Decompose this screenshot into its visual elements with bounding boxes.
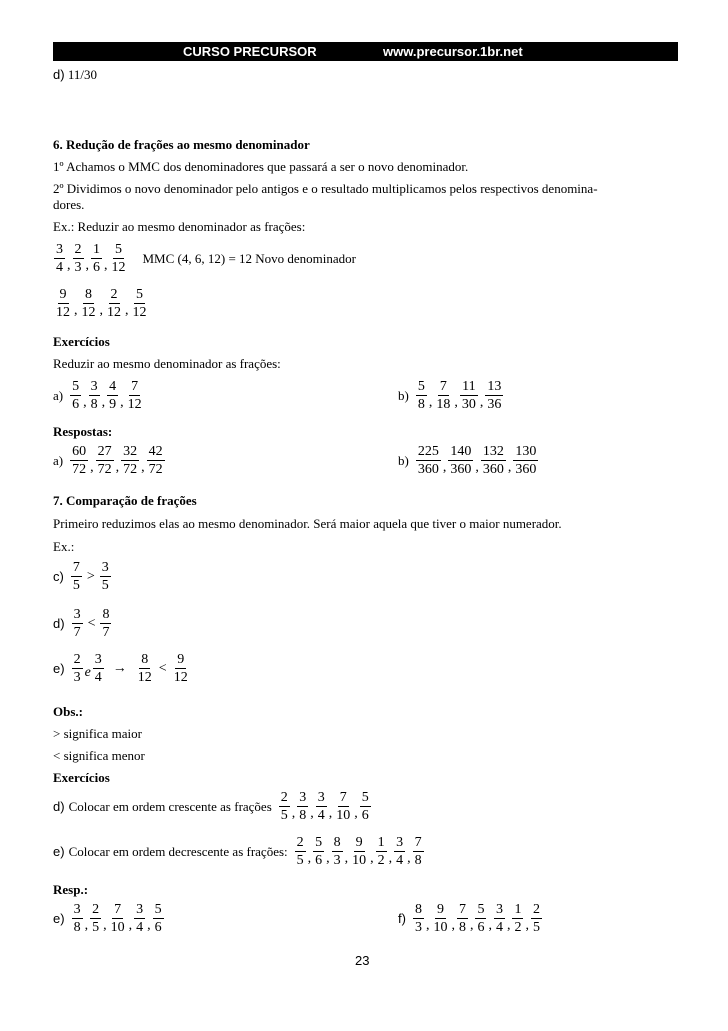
- denominator: 8: [458, 920, 466, 935]
- fraction: [295, 835, 306, 868]
- denominator: 18: [436, 397, 451, 412]
- comma-separator: ,: [115, 460, 120, 476]
- numerator: 42: [148, 444, 163, 459]
- comma-separator: ,: [354, 806, 358, 822]
- s7-paragraph-1: Primeiro reduzimos elas ao mesmo denominador. Será maior aquela que tiver o maior numerador.: [53, 516, 562, 531]
- item-label: f): [398, 911, 406, 926]
- item-label: d): [53, 799, 65, 814]
- numerator: 1: [93, 242, 100, 257]
- numerator: 2: [74, 242, 82, 257]
- obs-heading: Obs.:: [53, 704, 83, 719]
- numerator: 3: [101, 560, 109, 575]
- fraction: [531, 902, 542, 935]
- denominator: 12: [127, 397, 142, 412]
- numerator: 5: [361, 790, 369, 805]
- denominator: 6: [72, 397, 80, 412]
- fraction: [54, 242, 65, 275]
- denominator: 12: [173, 670, 188, 685]
- numerator: 3: [94, 652, 102, 667]
- fraction-list: [415, 444, 540, 477]
- denominator: 3: [414, 920, 422, 935]
- s6-paragraph-2a: 2º Dividimos o novo denominador pelo antigos e o resultado multiplicamos pelos respectivos denomina-: [53, 181, 598, 196]
- numerator: 3: [73, 902, 81, 917]
- denominator: 72: [97, 462, 112, 477]
- numerator: 2: [296, 835, 304, 850]
- numerator: 60: [72, 444, 87, 459]
- denominator: 5: [101, 578, 109, 593]
- fraction: [513, 444, 538, 477]
- fraction: [313, 835, 324, 868]
- fraction: [93, 652, 104, 685]
- fraction: [413, 835, 424, 868]
- numerator: 2: [110, 287, 118, 302]
- fraction: [54, 287, 72, 320]
- denominator: 5: [532, 920, 540, 935]
- exercise-order-descending: [53, 835, 425, 868]
- denominator: 8: [417, 397, 425, 412]
- fraction: [72, 607, 83, 640]
- fraction: [376, 835, 387, 868]
- comma-separator: ,: [428, 395, 433, 411]
- numerator: 8: [333, 835, 341, 850]
- denominator: 12: [132, 305, 147, 320]
- comma-separator: ,: [451, 918, 455, 934]
- fraction: [316, 790, 327, 823]
- comma-separator: ,: [125, 303, 129, 319]
- fraction: [100, 560, 111, 593]
- item-label: a): [53, 387, 64, 403]
- fraction-list: [71, 902, 165, 935]
- fraction: [136, 652, 154, 685]
- numerator: 225: [417, 444, 439, 459]
- comma-separator: ,: [307, 851, 312, 867]
- denominator: 360: [515, 462, 537, 477]
- numerator: 3: [136, 902, 144, 917]
- fraction: [153, 902, 164, 935]
- numerator: 5: [136, 287, 143, 302]
- fraction: [105, 287, 123, 320]
- fraction: [147, 444, 165, 477]
- fraction: [90, 902, 101, 935]
- answer-a: [53, 444, 166, 477]
- numerator: 7: [439, 379, 447, 394]
- fraction-list: [412, 902, 543, 935]
- numerator: 5: [315, 835, 323, 850]
- fraction: [457, 902, 468, 935]
- denominator: 360: [450, 462, 472, 477]
- denominator: 5: [72, 578, 80, 593]
- arrow-icon: →: [112, 660, 127, 676]
- numerator: 7: [339, 790, 347, 805]
- comma-separator: ,: [90, 460, 94, 476]
- denominator: 3: [333, 853, 341, 868]
- fraction-list: [278, 790, 372, 823]
- comma-separator: ,: [525, 918, 529, 934]
- instruction-text: Colocar em ordem crescente as frações: [68, 798, 272, 814]
- comma-separator: ,: [425, 918, 430, 934]
- fraction: [512, 902, 523, 935]
- fraction-list: [415, 379, 505, 412]
- fraction: [460, 379, 478, 412]
- fraction: [96, 444, 114, 477]
- resp-f: [398, 902, 543, 935]
- fraction: [485, 379, 503, 412]
- denominator: 4: [396, 853, 404, 868]
- comma-separator: ,: [442, 460, 447, 476]
- denominator: 8: [90, 397, 98, 412]
- numerator: 140: [450, 444, 472, 459]
- page-number: 23: [355, 953, 370, 968]
- comma-separator: ,: [120, 395, 124, 411]
- denominator: 12: [111, 260, 126, 275]
- denominator: 12: [137, 670, 152, 685]
- fraction: [121, 444, 139, 477]
- fraction-list: [53, 242, 129, 275]
- fraction: [434, 379, 452, 412]
- numerator: 5: [417, 379, 425, 394]
- comma-separator: ,: [479, 395, 484, 411]
- numerator: 3: [396, 835, 404, 850]
- site-url: www.precursor.1br.net: [383, 44, 523, 59]
- denominator: 360: [482, 462, 504, 477]
- denominator: 10: [433, 920, 448, 935]
- denominator: 7: [73, 625, 81, 640]
- comma-separator: ,: [388, 851, 393, 867]
- comma-separator: ,: [74, 303, 78, 319]
- fraction: [332, 835, 343, 868]
- item-label: e): [53, 661, 65, 676]
- obs-less: < significa menor: [53, 748, 145, 763]
- comma-separator: ,: [99, 303, 103, 319]
- numerator: 5: [115, 242, 122, 257]
- denominator: 5: [92, 920, 100, 935]
- denominator: 4: [94, 670, 102, 685]
- comma-separator: ,: [128, 918, 133, 934]
- section-7-title: 7. Comparação de frações: [53, 493, 197, 508]
- comma-separator: ,: [101, 395, 106, 411]
- denominator: 12: [107, 305, 121, 320]
- operator: <: [87, 615, 96, 631]
- denominator: 10: [110, 920, 125, 935]
- numerator: 130: [515, 444, 537, 459]
- numerator: 11: [462, 379, 476, 394]
- conjunction: e: [84, 664, 91, 680]
- fraction-list: [69, 379, 145, 412]
- numerator: 3: [56, 242, 63, 257]
- item-label: a): [53, 452, 64, 468]
- denominator: 3: [73, 670, 81, 685]
- s7-example-intro: Ex.:: [53, 539, 75, 554]
- numerator: 7: [414, 835, 422, 850]
- numerator: 1: [377, 835, 385, 850]
- numerator: 3: [73, 607, 81, 622]
- fraction: [99, 560, 112, 593]
- numerator: 3: [299, 790, 307, 805]
- comma-separator: ,: [83, 395, 87, 411]
- exercise-order-ascending: [53, 790, 372, 823]
- fraction: [350, 835, 368, 868]
- resp-e: [53, 902, 165, 935]
- fraction: [334, 790, 352, 823]
- denominator: 6: [93, 260, 100, 275]
- item-label: d): [53, 616, 65, 631]
- fraction: [131, 287, 149, 320]
- comma-separator: ,: [310, 806, 314, 822]
- fraction: [80, 287, 98, 320]
- numerator: 5: [72, 379, 80, 394]
- comma-separator: ,: [328, 806, 333, 822]
- numerator: 9: [59, 287, 67, 302]
- numerator: 132: [482, 444, 504, 459]
- fraction: [416, 379, 427, 412]
- numerator: 2: [532, 902, 540, 917]
- fraction: [475, 902, 486, 935]
- answer-b: [398, 444, 539, 477]
- s6-paragraph-2b: dores.: [53, 197, 85, 212]
- fraction: [109, 902, 127, 935]
- denominator: 4: [495, 920, 503, 935]
- numerator: 32: [123, 444, 138, 459]
- denominator: 6: [477, 920, 485, 935]
- comma-separator: ,: [291, 806, 296, 822]
- answers-heading: Respostas:: [53, 424, 113, 439]
- fraction: [92, 652, 105, 685]
- fraction-list: [69, 444, 166, 477]
- fraction: [71, 560, 82, 593]
- fraction: [172, 652, 190, 685]
- denominator: 2: [377, 853, 385, 868]
- fraction: [135, 652, 155, 685]
- fraction: [70, 560, 83, 593]
- fraction-list: [53, 287, 150, 320]
- comma-separator: ,: [506, 918, 511, 934]
- numerator: 8: [102, 607, 110, 622]
- item-label: e): [53, 844, 65, 859]
- s6-example-fractions: [53, 242, 356, 275]
- numerator: 7: [114, 902, 122, 917]
- comma-separator: ,: [84, 918, 89, 934]
- numerator: 7: [131, 379, 139, 394]
- comma-separator: ,: [407, 851, 411, 867]
- fraction: [70, 444, 88, 477]
- comma-separator: ,: [326, 851, 330, 867]
- item-label: e): [53, 911, 65, 926]
- denominator: 8: [299, 808, 307, 823]
- numerator: 1: [514, 902, 522, 917]
- comma-separator: ,: [469, 918, 474, 934]
- denominator: 36: [487, 397, 502, 412]
- denominator: 10: [336, 808, 351, 823]
- operator: >: [86, 568, 95, 584]
- denominator: 4: [317, 808, 325, 823]
- denominator: 4: [136, 920, 144, 935]
- item-label: c): [53, 569, 64, 584]
- comma-separator: ,: [475, 460, 479, 476]
- fraction: [71, 607, 84, 640]
- s6-exercises-heading: Exercícios: [53, 334, 110, 349]
- s6-example-result: [53, 287, 150, 320]
- denominator: 8: [73, 920, 81, 935]
- numerator: 13: [487, 379, 502, 394]
- fraction: [91, 242, 102, 275]
- comma-separator: ,: [454, 395, 458, 411]
- numerator: 8: [141, 652, 149, 667]
- fraction: [394, 835, 405, 868]
- comma-separator: ,: [67, 258, 71, 274]
- comma-separator: ,: [104, 258, 108, 274]
- comma-separator: ,: [103, 918, 107, 934]
- answer-text: 11/30: [67, 67, 97, 82]
- denominator: 7: [102, 625, 110, 640]
- denominator: 6: [154, 920, 162, 935]
- denominator: 30: [461, 397, 476, 412]
- fraction: [71, 652, 84, 685]
- instruction-text: Colocar em ordem decrescente as frações:: [68, 843, 288, 859]
- comma-separator: ,: [370, 851, 374, 867]
- fraction: [360, 790, 371, 823]
- fraction: [89, 379, 100, 412]
- numerator: 8: [414, 902, 422, 917]
- page-header: [53, 42, 678, 61]
- operator: <: [158, 660, 167, 676]
- course-title: CURSO PRECURSOR: [183, 44, 317, 59]
- obs-greater: > significa maior: [53, 726, 142, 741]
- numerator: 7: [458, 902, 466, 917]
- fraction: [297, 790, 308, 823]
- numerator: 2: [92, 902, 100, 917]
- comma-separator: ,: [141, 460, 145, 476]
- comma-separator: ,: [85, 258, 89, 274]
- denominator: 10: [352, 853, 367, 868]
- mmc-note: MMC (4, 6, 12) = 12 Novo denominador: [142, 250, 357, 266]
- denominator: 5: [280, 808, 288, 823]
- fraction: [70, 379, 81, 412]
- numerator: 8: [85, 287, 92, 302]
- denominator: 6: [361, 808, 369, 823]
- numerator: 27: [97, 444, 112, 459]
- comma-separator: ,: [147, 918, 151, 934]
- denominator: 5: [296, 853, 304, 868]
- numerator: 3: [317, 790, 325, 805]
- comparison-c: [53, 560, 112, 593]
- fraction: [107, 379, 118, 412]
- s6-exercises-instruction: Reduzir ao mesmo denominador as frações:: [53, 356, 281, 371]
- denominator: 2: [514, 920, 522, 935]
- denominator: 72: [72, 462, 87, 477]
- fraction: [431, 902, 449, 935]
- s7-exercises-heading: Exercícios: [53, 770, 110, 785]
- section-6-title: 6. Redução de frações ao mesmo denominador: [53, 137, 310, 152]
- comma-separator: ,: [344, 851, 349, 867]
- fraction: [110, 242, 128, 275]
- fraction: [494, 902, 505, 935]
- denominator: 12: [56, 305, 70, 320]
- fraction: [100, 607, 111, 640]
- fraction: [134, 902, 145, 935]
- fraction: [72, 652, 83, 685]
- s6-example-intro: Ex.: Reduzir ao mesmo denominador as frações:: [53, 219, 306, 234]
- fraction: [448, 444, 473, 477]
- item-label: d): [53, 67, 65, 82]
- denominator: 72: [123, 462, 138, 477]
- exercise-b: [398, 379, 504, 412]
- comma-separator: ,: [507, 460, 512, 476]
- numerator: 2: [73, 652, 81, 667]
- denominator: 9: [109, 397, 117, 412]
- item-label: b): [398, 452, 409, 468]
- denominator: 4: [56, 260, 63, 275]
- fraction: [171, 652, 191, 685]
- comparison-e: [53, 652, 191, 685]
- fraction: [73, 242, 84, 275]
- fraction: [72, 902, 83, 935]
- numerator: 5: [154, 902, 162, 917]
- answer-d: [53, 67, 97, 83]
- numerator: 9: [177, 652, 185, 667]
- numerator: 9: [355, 835, 363, 850]
- fraction: [481, 444, 506, 477]
- numerator: 2: [280, 790, 288, 805]
- denominator: 72: [148, 462, 163, 477]
- fraction: [99, 607, 112, 640]
- denominator: 6: [315, 853, 323, 868]
- fraction: [126, 379, 144, 412]
- exercise-a: [53, 379, 145, 412]
- fraction: [279, 790, 290, 823]
- fraction-list: [294, 835, 425, 868]
- numerator: 5: [477, 902, 485, 917]
- s6-paragraph-1: 1º Achamos o MMC dos denominadores que passará a ser o novo denominador.: [53, 159, 469, 174]
- fraction: [413, 902, 424, 935]
- numerator: 7: [72, 560, 80, 575]
- denominator: 12: [81, 305, 96, 320]
- denominator: 3: [74, 260, 82, 275]
- comma-separator: ,: [488, 918, 492, 934]
- item-label: b): [398, 387, 409, 403]
- fraction: [416, 444, 441, 477]
- comparison-d: [53, 607, 112, 640]
- numerator: 9: [436, 902, 444, 917]
- numerator: 3: [495, 902, 503, 917]
- numerator: 4: [109, 379, 117, 394]
- denominator: 8: [414, 853, 422, 868]
- numerator: 3: [90, 379, 98, 394]
- resp-heading: Resp.:: [53, 882, 89, 897]
- denominator: 360: [417, 462, 439, 477]
